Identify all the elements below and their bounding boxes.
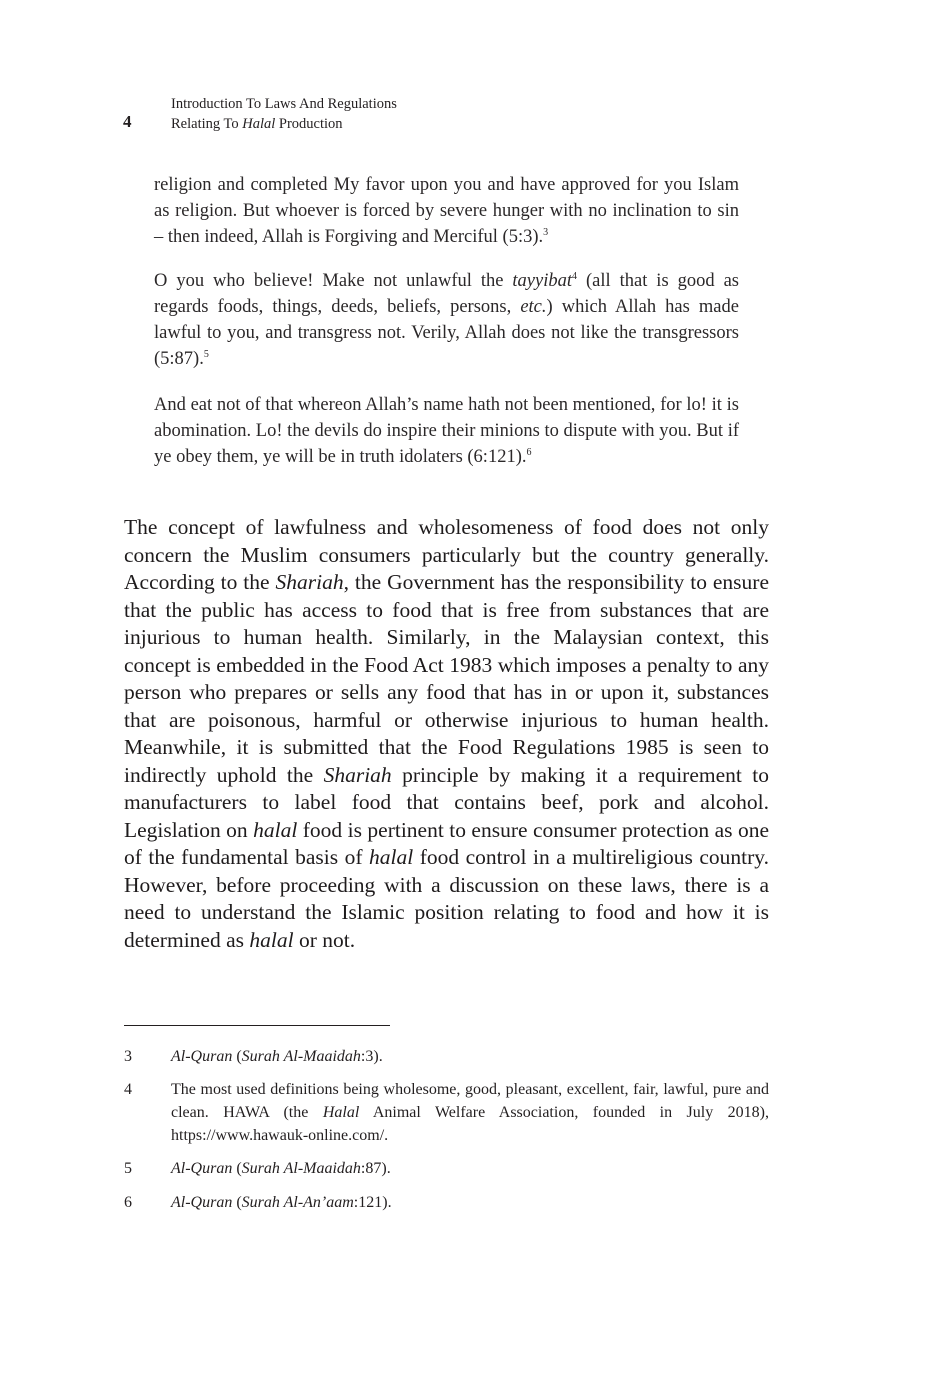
body-text: food is pertinent to ensure consumer protection as one of the fundamental basis of xyxy=(124,817,769,869)
footnote-italic: Al-Quran xyxy=(171,1048,233,1065)
footnote-reference[interactable]: 3 xyxy=(543,227,549,238)
footnote-number: 5 xyxy=(124,1160,132,1177)
running-header-text: Production xyxy=(275,116,343,132)
footnote-plain: The most used definitions being wholesome, good, pleasant, excellent, fair, lawful, pure and clean. HAWA (the xyxy=(171,1081,769,1121)
quote-text: And eat not of that whereon Allah’s name hath not been mentioned, for lo! it is abomination. Lo! the devils do inspire their minions to dispute with you. But if ye obey them, ye will be in truth idolaters (6:121). xyxy=(154,395,739,467)
body-text: principle by making it a requirement to manufacturers to label food that contains beef, pork and alcohol. Legislation on xyxy=(124,762,769,842)
body-italic-term: Shariah xyxy=(323,762,392,787)
block-quote xyxy=(154,392,739,470)
footnote-reference[interactable]: 6 xyxy=(526,447,532,458)
quote-paragraph xyxy=(154,392,739,470)
running-header-line-2 xyxy=(171,114,397,134)
footnote-text xyxy=(171,1157,769,1180)
body-paragraph xyxy=(124,514,769,954)
footnote-3 xyxy=(124,1045,769,1068)
footnote-text xyxy=(171,1191,769,1214)
footnote-6 xyxy=(124,1191,769,1214)
running-header-line-1: Introduction To Laws And Regulations xyxy=(171,96,397,112)
footnote-reference[interactable]: 4 xyxy=(572,271,578,282)
footnote-plain: ( xyxy=(232,1160,242,1177)
quote-text: religion and completed My favor upon you and have approved for you Islam as religion. But whoever is forced by severe hunger with no inclination to sin – then indeed, Allah is Forgiving and Merciful (5:3). xyxy=(154,175,739,247)
footnote-plain: ( xyxy=(232,1048,242,1065)
body-italic-term: halal xyxy=(369,845,414,869)
footnote-reference[interactable]: 5 xyxy=(203,349,209,360)
body-text: food control in a multireligious country. However, before proceeding with a discussion on these laws, there is a need to understand the Islamic position relating to food and how it is determined as xyxy=(124,845,769,952)
footnote-italic: Surah Al-Maaidah xyxy=(241,1160,361,1177)
block-quote xyxy=(154,172,739,250)
quote-italic-term: tayyibat xyxy=(512,271,573,291)
quote-paragraph xyxy=(154,172,739,250)
footnote-italic: Surah Al-An’aam xyxy=(241,1194,354,1211)
quote-text: ) which Allah has made lawful to you, and transgress not. Verily, Allah does not like the transgressors (5:87). xyxy=(154,297,739,369)
footnote-5 xyxy=(124,1157,769,1180)
block-quote xyxy=(154,268,739,372)
footnote-plain: Animal Welfare Association, founded in July 2018), https://www.hawauk-online.com/. xyxy=(171,1104,770,1144)
footnote-italic: Al-Quran xyxy=(171,1160,233,1177)
footnote-separator xyxy=(124,1025,390,1026)
footnote-plain: ( xyxy=(232,1194,242,1211)
quote-text: O you who believe! Make not unlawful the xyxy=(154,271,513,291)
footnote-plain: :121). xyxy=(353,1194,392,1211)
footnote-italic: Surah Al-Maaidah xyxy=(241,1048,361,1065)
footnote-italic: Halal xyxy=(322,1104,360,1121)
body-italic-term: halal xyxy=(249,927,294,952)
body-italic-term: halal xyxy=(253,817,298,842)
body-italic-term: Shariah xyxy=(275,570,344,594)
running-header-text: Relating To xyxy=(171,116,243,132)
footnote-italic: Al-Quran xyxy=(171,1194,233,1211)
running-header xyxy=(171,94,397,134)
footnote-4 xyxy=(124,1078,769,1147)
quote-paragraph xyxy=(154,268,739,372)
footnote-number: 3 xyxy=(124,1048,132,1065)
quote-text: (all that is good as regards foods, things, deeds, beliefs, persons, xyxy=(154,271,739,317)
page-number: 4 xyxy=(123,112,132,131)
body-text: , the Government has the responsibility to ensure that the public has access to food that is free from substances that are injurious to human health. Similarly, in the Malaysian context, this concept is embedded in the Food Act 1983 which imposes a penalty to any person who prepares or sells any food that has in or upon it, substances that are poisonous, harmful or otherwise injurious to human health. Meanwhile, it is submitted that the Food Regulations 1985 is seen to indirectly uphold the xyxy=(124,570,769,787)
body-text: or not. xyxy=(293,927,356,952)
footnote-text xyxy=(171,1078,769,1147)
running-header-italic: Halal xyxy=(242,116,276,132)
footnote-plain: :3). xyxy=(360,1048,383,1065)
footnote-plain: :87). xyxy=(360,1160,391,1177)
body-text: The concept of lawfulness and wholesomeness of food does not only concern the Muslim consumers particularly but the country generally. According to the xyxy=(124,515,769,594)
footnote-text xyxy=(171,1045,769,1068)
quote-italic-term: etc. xyxy=(520,297,547,317)
footnote-number: 4 xyxy=(124,1081,132,1098)
footnote-number: 6 xyxy=(124,1194,132,1211)
